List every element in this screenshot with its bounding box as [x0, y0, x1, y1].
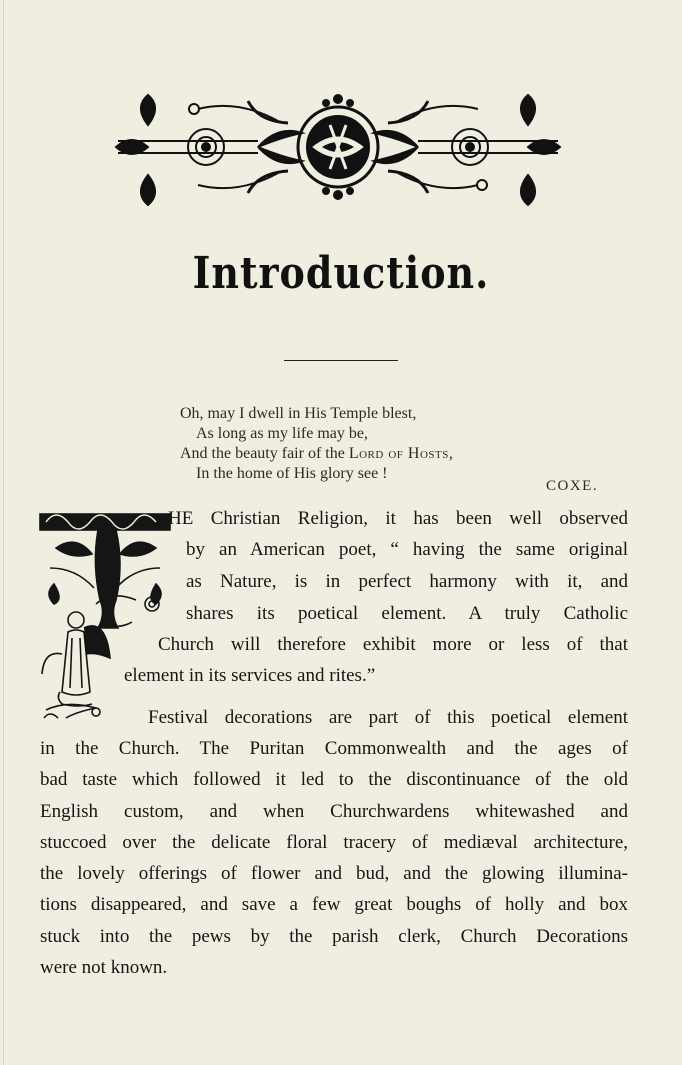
verse-line-text: And the beauty fair of the: [180, 445, 349, 462]
paragraph-line: HE Christian Religion, it has been well observed: [168, 508, 628, 529]
paragraph-line: English custom, and when Churchwardens whitewashed and: [40, 801, 628, 822]
verse-small-caps: Lord of Hosts,: [348, 445, 454, 462]
paragraph-line: stuccoed over the delicate floral tracery of mediæval architecture,: [40, 832, 628, 853]
verse-line: Oh, may I dwell in His Temple blest,: [180, 405, 417, 422]
epigraph-attribution: COXE.: [546, 478, 599, 494]
paragraph-line: in the Church. The Puritan Commonwealth and the ages of: [40, 738, 628, 759]
paragraph-line: Church will therefore exhibit more or less of that: [158, 634, 628, 655]
page-gutter-line: [3, 0, 4, 1065]
ornamental-floral-headpiece-icon: [108, 85, 568, 215]
paragraph-line: were not known.: [40, 957, 168, 978]
paragraph-line: tions disappeared, and save a few great boughs of holly and box: [40, 894, 628, 915]
verse-line: As long as my life may be,: [196, 425, 368, 442]
paragraph-line: the lovely offerings of flower and bud, and the glowing illumina-: [40, 863, 628, 884]
ornamental-initial-t-with-angel-icon: [36, 504, 174, 726]
paragraph-line: Festival decorations are part of this poetical element: [148, 707, 628, 728]
title-divider: [284, 360, 398, 361]
epigraph-verse: [180, 404, 610, 484]
paragraph-line: bad taste which followed it led to the discontinuance of the old: [40, 769, 628, 790]
chapter-title: Introduction.: [192, 246, 490, 299]
paragraph-line: shares its poetical element. A truly Catholic: [186, 603, 628, 624]
verse-line: In the home of His glory see !: [196, 465, 388, 482]
paragraph-line: stuck into the pews by the parish clerk, Church Decorations: [40, 926, 628, 947]
paragraph-line: element in its services and rites.”: [124, 665, 376, 686]
paragraph-line: as Nature, is in perfect harmony with it, and: [186, 571, 628, 592]
verse-line: [180, 444, 610, 464]
paragraph-line: by an American poet, “ having the same original: [186, 539, 628, 560]
